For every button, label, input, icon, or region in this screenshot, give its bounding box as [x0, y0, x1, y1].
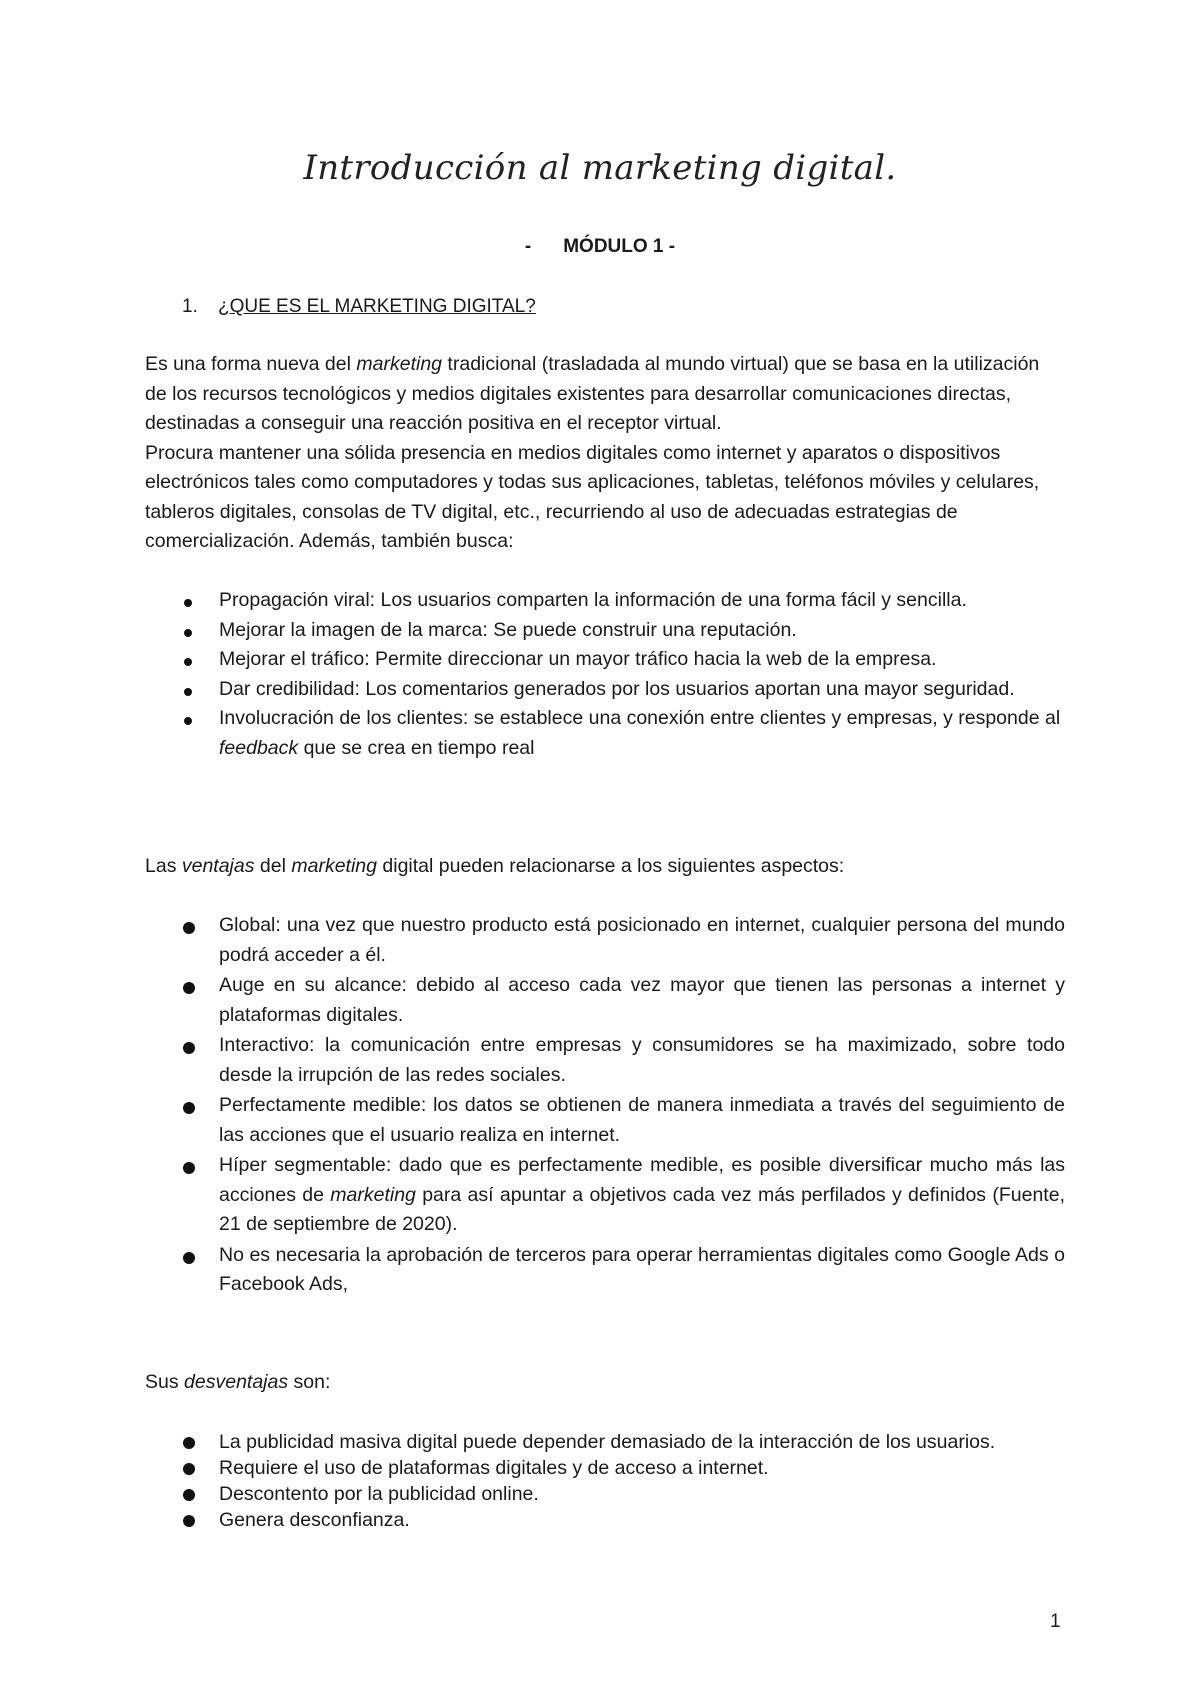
list-item — [145, 1455, 1065, 1481]
section-number: 1. — [182, 296, 198, 317]
list-item — [145, 1151, 1065, 1240]
intro-paragraph — [145, 350, 1065, 557]
list-item — [145, 675, 1065, 705]
list-item-text: Global: una vez que nuestro producto está posicionado en internet, cualquier persona del mundo podrá acceder a él. — [219, 914, 1065, 966]
bullet-icon — [184, 688, 192, 696]
advantages-intro — [145, 852, 1065, 882]
list-item-text: Mejorar el tráfico: Permite direccionar un mayor tráfico hacia la web de la empresa. — [219, 648, 937, 670]
list-item — [145, 1507, 1065, 1533]
list-item — [145, 704, 1065, 763]
bullet-icon — [184, 717, 192, 725]
list-item — [145, 911, 1065, 970]
list-item — [145, 1091, 1065, 1150]
advantages-intro-c: digital pueden relacionarse a los siguientes aspectos: — [376, 855, 845, 877]
list-item — [145, 1429, 1065, 1455]
list-item-text: Propagación viral: Los usuarios comparten la información de una forma fácil y sencilla. — [219, 589, 967, 611]
list-item-text: Auge en su alcance: debido al acceso cada vez mayor que tienen las personas a internet y plataformas digitales. — [219, 974, 1065, 1026]
page-title: Introducción al marketing digital. — [303, 148, 897, 188]
section-title: ¿QUE ES EL MARKETING DIGITAL? — [218, 296, 536, 317]
goals-list — [145, 586, 1065, 763]
list-item-text: La publicidad masiva digital puede depender demasiado de la interacción de los usuarios. — [219, 1431, 996, 1453]
bullet-icon — [183, 1463, 195, 1475]
list-item-text: Híper segmentable: dado que es perfectamente medible, es posible diversificar mucho más las acciones de — [219, 1154, 1065, 1206]
disadvantages-intro — [145, 1368, 1065, 1398]
disadvantages-list — [145, 1429, 1065, 1533]
intro-text-a: Es una forma nueva del — [145, 353, 357, 375]
list-item-text: Mejorar la imagen de la marca: Se puede construir una reputación. — [219, 618, 797, 641]
bullet-icon — [183, 1489, 195, 1501]
module-heading — [0, 236, 1200, 258]
bullet-icon — [183, 1437, 195, 1449]
advantages-list — [145, 911, 1065, 1300]
marketing-emphasis: marketing — [291, 855, 377, 877]
intro-text-p2: Procura mantener una sólida presencia en medios digitales como internet y aparatos o dispositivos electrónicos tales como computadores y todas sus aplicaciones, tabletas, teléfonos móviles y celulares, tableros digitales, consolas de TV digital, etc., recurriendo al uso de adecuadas estrategias de comercialización. Además, también busca: — [145, 441, 1040, 552]
advantages-intro-a: Las — [145, 855, 182, 877]
disadvantages-emphasis: desventajas — [184, 1371, 289, 1393]
bullet-icon — [183, 1162, 195, 1174]
list-item — [145, 1241, 1065, 1300]
bullet-icon — [184, 629, 192, 637]
list-item-emphasis: feedback — [219, 736, 299, 759]
disadvantages-intro-b: son: — [288, 1371, 331, 1393]
page-number: 1 — [1050, 1611, 1061, 1632]
list-item-text: Genera desconfianza. — [219, 1509, 410, 1531]
bullet-icon — [183, 922, 195, 934]
list-item-text: Descontento por la publicidad online. — [219, 1483, 539, 1505]
list-item-emphasis: marketing — [330, 1183, 416, 1206]
list-item — [145, 971, 1065, 1030]
module-label: MÓDULO 1 - — [563, 236, 676, 257]
list-item-text: que se crea en tiempo real — [298, 736, 535, 759]
list-item-text: para así apuntar a objetivos cada vez más perfilados y definidos (Fuente, 21 de septiembre de 2020). — [219, 1183, 1065, 1235]
intro-text-b: tradicional (trasladada al mundo virtual) que se basa en la utilización de los recursos tecnológicos y medios digitales existentes para desarrollar comunicaciones directas, destinadas a conseguir una reacción positiva en el receptor virtual. — [145, 353, 1040, 434]
bullet-icon — [184, 658, 192, 666]
bullet-icon — [184, 599, 192, 607]
bullet-icon — [183, 1252, 195, 1264]
list-item — [145, 586, 1065, 616]
intro-emphasis: marketing — [356, 353, 443, 375]
list-item — [145, 1031, 1065, 1090]
list-item — [145, 1481, 1065, 1507]
bullet-icon — [183, 1042, 195, 1054]
list-item-text: Perfectamente medible: los datos se obtienen de manera inmediata a través del seguimiento de las acciones que el usuario realiza en internet. — [219, 1094, 1065, 1146]
bullet-icon — [183, 1515, 195, 1527]
disadvantages-intro-a: Sus — [145, 1371, 185, 1393]
list-item-text: Involucración de los clientes: se establece una conexión entre clientes y empresas, y responde al — [219, 707, 1061, 729]
list-item — [145, 645, 1065, 675]
module-dash: - — [524, 236, 532, 257]
advantages-emphasis: ventajas — [181, 855, 255, 877]
bullet-icon — [183, 982, 195, 994]
advantages-intro-b: del — [254, 855, 292, 877]
list-item — [145, 616, 1065, 646]
bullet-icon — [183, 1102, 195, 1114]
list-item-text: Requiere el uso de plataformas digitales y de acceso a internet. — [219, 1457, 769, 1479]
list-item-text: No es necesaria la aprobación de terceros para operar herramientas digitales como Google Ads o Facebook Ads, — [219, 1243, 1065, 1295]
list-item-text: Interactivo: la comunicación entre empresas y consumidores se ha maximizado, sobre todo desde la irrupción de las redes sociales. — [219, 1034, 1065, 1086]
list-item-text: Dar credibilidad: Los comentarios generados por los usuarios aportan una mayor seguridad. — [219, 677, 1015, 700]
